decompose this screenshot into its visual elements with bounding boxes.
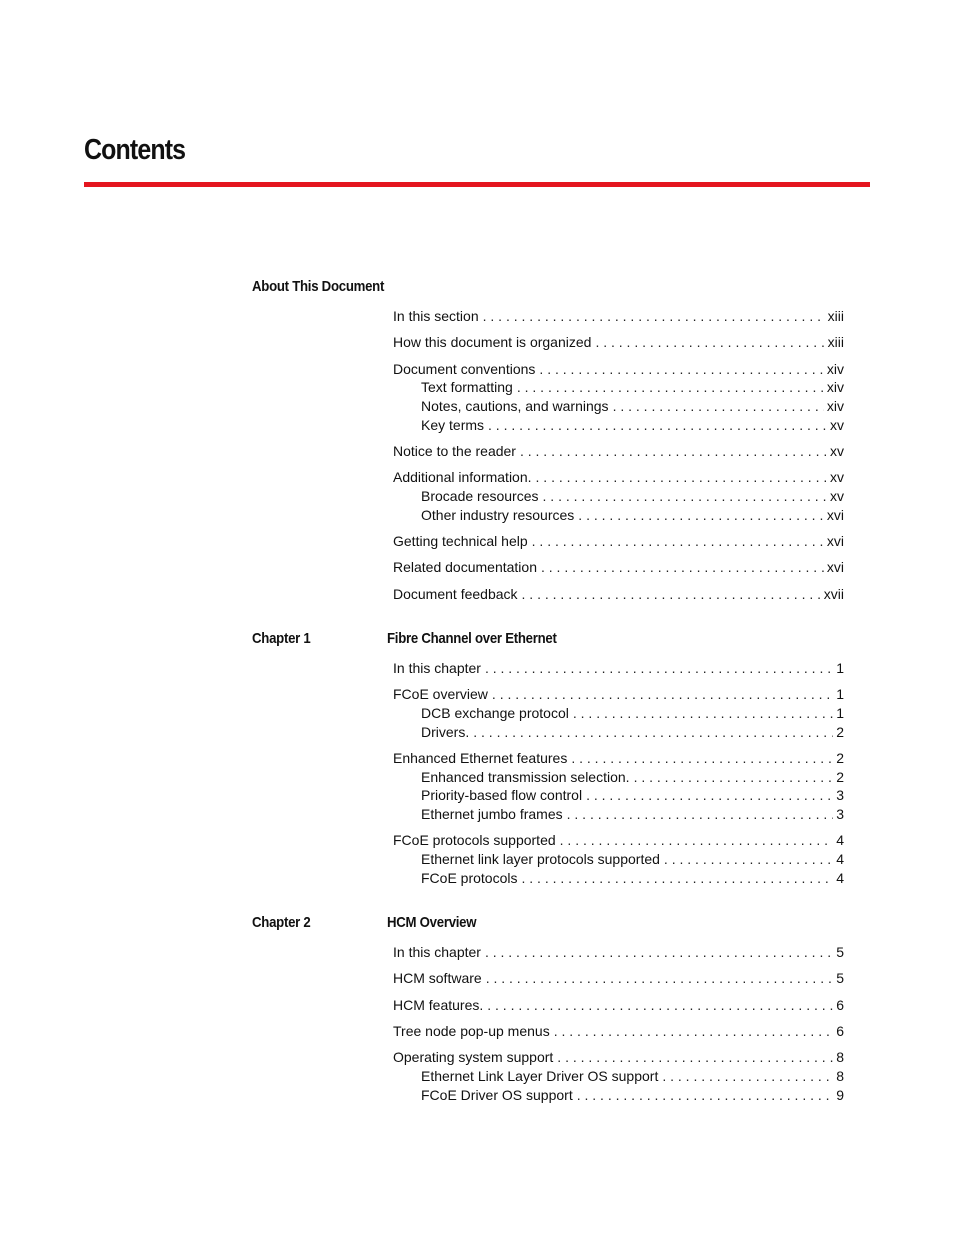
entry-title: Document feedback (393, 586, 518, 602)
page-number: 9 (836, 1087, 844, 1103)
dot-leader (571, 750, 833, 767)
toc-subentry[interactable] (421, 851, 844, 868)
page-number: xvi (826, 507, 844, 523)
section-title[interactable]: Fibre Channel over Ethernet (387, 630, 557, 647)
entry-title: In this section (393, 308, 479, 324)
page-number: 2 (836, 750, 844, 766)
entry-title: FCoE protocols (421, 870, 518, 886)
dot-leader (521, 870, 833, 887)
dot-leader (522, 586, 821, 603)
section-title[interactable]: About This Document (252, 278, 385, 295)
entry-title: How this document is organized (393, 334, 592, 350)
toc-entry[interactable] (393, 361, 844, 378)
page-number: 4 (836, 851, 844, 867)
entry-title: Ethernet jumbo frames (421, 806, 563, 822)
page-number: 5 (836, 970, 844, 986)
page-number: 4 (836, 832, 844, 848)
entry-title: HCM software (393, 970, 482, 986)
entry-title: Priority-based flow control (421, 787, 583, 803)
page-number: xiii (827, 308, 844, 324)
entry-title: Key terms (421, 417, 485, 433)
dot-leader (488, 417, 827, 434)
dot-leader (486, 970, 834, 987)
entry-title: Other industry resources (421, 507, 575, 523)
entry-title: Enhanced transmission selection. (421, 769, 630, 785)
dot-leader (634, 769, 834, 786)
dot-leader (613, 398, 824, 415)
page-number: xv (830, 443, 844, 459)
toc-subentry[interactable] (421, 724, 844, 741)
toc-entry[interactable] (393, 469, 844, 486)
dot-leader (573, 705, 833, 722)
page-number: 1 (836, 705, 844, 721)
page-number: 5 (836, 944, 844, 960)
section-title[interactable]: HCM Overview (387, 914, 477, 931)
dot-leader (554, 1023, 834, 1040)
entry-title: Brocade resources (421, 488, 539, 504)
page-number: 3 (836, 787, 844, 803)
toc-subentry[interactable] (421, 507, 844, 524)
dot-leader (586, 787, 833, 804)
page-number: 8 (836, 1068, 844, 1084)
dot-leader (532, 533, 824, 550)
dot-leader (487, 997, 833, 1014)
dot-leader (543, 488, 827, 505)
toc-entry[interactable] (393, 970, 844, 987)
toc-entry[interactable] (393, 832, 844, 849)
page-number: xiii (827, 334, 844, 350)
toc-subentry[interactable] (421, 705, 844, 722)
entry-title: Ethernet link layer protocols supported (421, 851, 660, 867)
dot-leader (520, 443, 827, 460)
dot-leader (517, 379, 824, 396)
toc-entry[interactable] (393, 586, 844, 603)
page-number: xv (830, 488, 844, 504)
page-number: 1 (836, 686, 844, 702)
entry-title: Ethernet Link Layer Driver OS support (421, 1068, 659, 1084)
toc-entry[interactable] (393, 308, 844, 325)
toc-entry[interactable] (393, 686, 844, 703)
entry-title: Enhanced Ethernet features (393, 750, 568, 766)
dot-leader (473, 724, 833, 741)
dot-leader (485, 944, 833, 961)
dot-leader (492, 686, 833, 703)
entry-title: Tree node pop-up menus (393, 1023, 550, 1039)
chapter-label: Chapter 2 (252, 914, 311, 931)
dot-leader (536, 469, 827, 486)
entry-title: Drivers. (421, 724, 470, 740)
page-title: Contents (84, 134, 186, 166)
page-number: 1 (836, 660, 844, 676)
entry-title: FCoE overview (393, 686, 488, 702)
dot-leader (567, 806, 834, 823)
entry-title: Related documentation (393, 559, 537, 575)
entry-title: In this chapter (393, 944, 481, 960)
dot-leader (557, 1049, 833, 1066)
toc-entry[interactable] (393, 997, 844, 1014)
page-number: xvi (826, 559, 844, 575)
page-number: 6 (836, 1023, 844, 1039)
entry-title: FCoE protocols supported (393, 832, 556, 848)
dot-leader (577, 1087, 833, 1104)
page-number: 6 (836, 997, 844, 1013)
toc-entry[interactable] (393, 660, 844, 677)
toc-subentry[interactable] (421, 417, 844, 434)
dot-leader (595, 334, 824, 351)
toc-subentry[interactable] (421, 488, 844, 505)
entry-title: Document conventions (393, 361, 536, 377)
toc-subentry[interactable] (421, 1087, 844, 1104)
entry-title: DCB exchange protocol (421, 705, 569, 721)
entry-title: HCM features. (393, 997, 484, 1013)
dot-leader (578, 507, 824, 524)
page-number: 8 (836, 1049, 844, 1065)
entry-title: Getting technical help (393, 533, 528, 549)
toc-subentry[interactable] (421, 379, 844, 396)
toc-subentry[interactable] (421, 398, 844, 415)
toc-subentry[interactable] (421, 769, 844, 786)
dot-leader (539, 361, 823, 378)
entry-title: In this chapter (393, 660, 481, 676)
entry-title: Text formatting (421, 379, 513, 395)
dot-leader (662, 1068, 833, 1085)
dot-leader (483, 308, 825, 325)
dot-leader (541, 559, 824, 576)
entry-title: Notes, cautions, and warnings (421, 398, 609, 414)
page-number: 2 (836, 769, 844, 785)
page-number: 2 (836, 724, 844, 740)
toc-entry[interactable] (393, 443, 844, 460)
dot-leader (664, 851, 833, 868)
page-number: xvii (823, 586, 844, 602)
entry-title: Notice to the reader (393, 443, 516, 459)
page-number: 3 (836, 806, 844, 822)
chapter-label: Chapter 1 (252, 630, 311, 647)
toc-entry[interactable] (393, 533, 844, 550)
dot-leader (485, 660, 833, 677)
toc-entry[interactable] (393, 334, 844, 351)
toc-entry[interactable] (393, 1023, 844, 1040)
page-number: xiv (826, 379, 844, 395)
toc-entry[interactable] (393, 1049, 844, 1066)
toc-entry[interactable] (393, 559, 844, 576)
entry-title: Additional information. (393, 469, 532, 485)
toc-subentry[interactable] (421, 787, 844, 804)
dot-leader (560, 832, 834, 849)
toc-entry[interactable] (393, 750, 844, 767)
toc-subentry[interactable] (421, 870, 844, 887)
page-number: xvi (826, 533, 844, 549)
page-number: xv (830, 417, 844, 433)
toc-subentry[interactable] (421, 806, 844, 823)
toc-entry[interactable] (393, 944, 844, 961)
entry-title: FCoE Driver OS support (421, 1087, 573, 1103)
toc-subentry[interactable] (421, 1068, 844, 1085)
page-number: xiv (826, 398, 844, 414)
page-number: 4 (836, 870, 844, 886)
page-number: xv (830, 469, 844, 485)
page-number: xiv (826, 361, 844, 377)
entry-title: Operating system support (393, 1049, 554, 1065)
